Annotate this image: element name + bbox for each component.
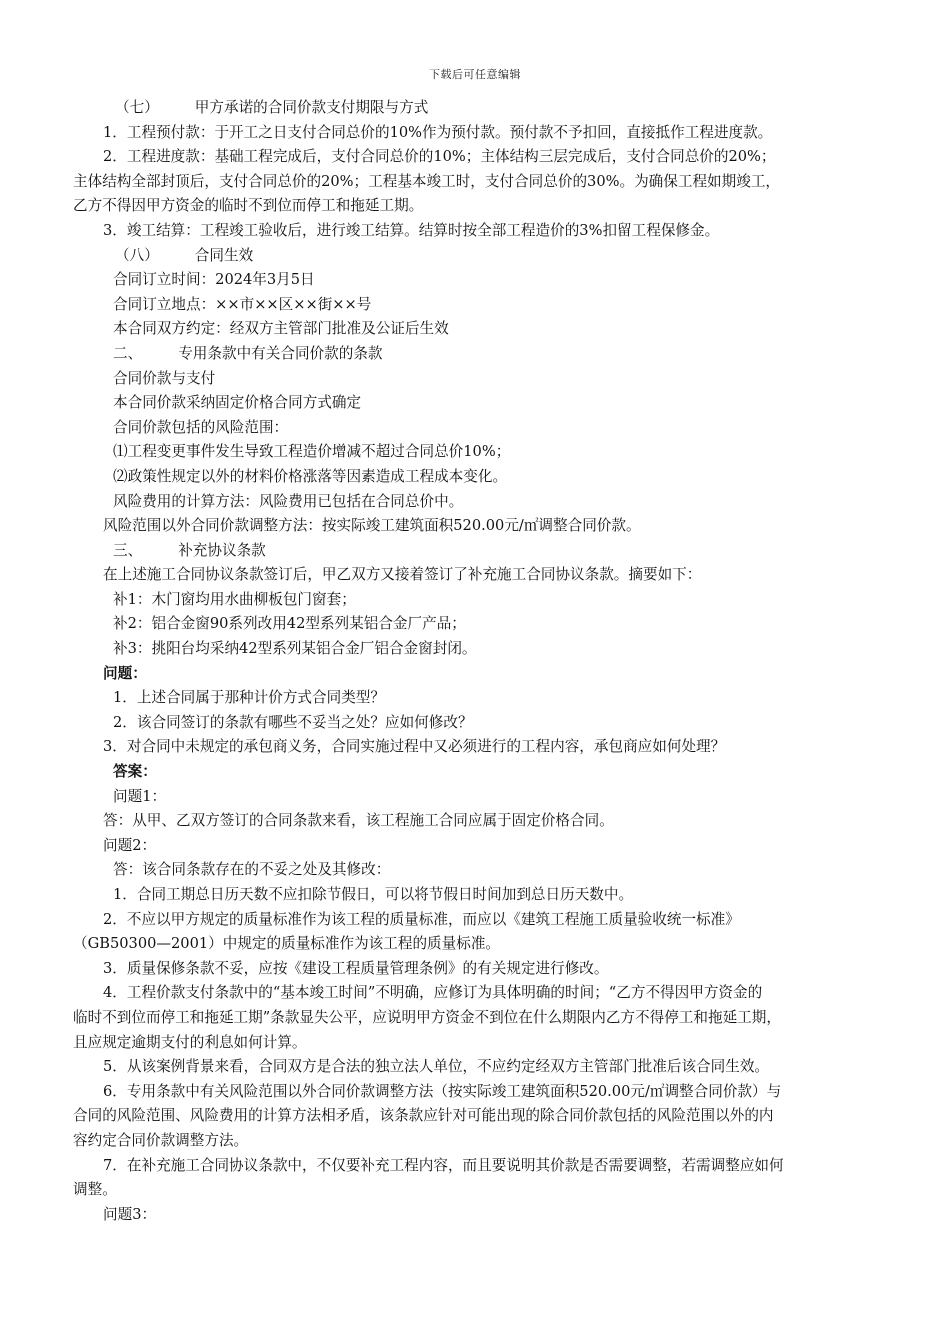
page-header: 下载后可任意编辑 bbox=[429, 68, 521, 81]
line-text: 4．工程价款支付条款中的“基本竣工时间”不明确，应修订为具体明确的时间；“乙方不得因甲方资金的 bbox=[103, 984, 763, 1002]
line-text: 2．不应以甲方规定的质量标准作为该工程的质量标准，而应以《建筑工程施工质量验收统一标准》 bbox=[103, 910, 740, 928]
text-line bbox=[73, 760, 888, 785]
section-heading: 合同生效 bbox=[194, 246, 254, 264]
line-text: 补2：铝合金窗90系列改用42型系列某铝合金厂产品； bbox=[113, 615, 466, 633]
line-text: 问题： bbox=[103, 664, 147, 682]
text-line bbox=[73, 588, 888, 613]
text-line bbox=[73, 686, 888, 711]
text-line bbox=[73, 1203, 888, 1228]
line-text: （七） bbox=[115, 99, 159, 116]
section-heading: 补充协议条款 bbox=[178, 541, 266, 559]
line-text: 且应规定逾期支付的利息如何计算。 bbox=[73, 1033, 307, 1051]
line-text: 本合同价款采纳固定价格合同方式确定 bbox=[113, 394, 362, 412]
line-text: 答：该合同条款存在的不妥之处及其修改： bbox=[113, 861, 391, 879]
text-line bbox=[73, 342, 888, 367]
line-text: 答案： bbox=[113, 763, 157, 781]
line-text: 2．该合同签订的条款有哪些不妥当之处？应如何修改？ bbox=[113, 713, 473, 731]
line-text: 6．专用条款中有关风险范围以外合同价款调整方法（按实际竣工建筑面积520.00元/㎡调整合同价款）与 bbox=[103, 1082, 782, 1100]
text-line bbox=[73, 957, 888, 982]
line-text: 补1：木门窗均用水曲柳板包门窗套； bbox=[113, 590, 356, 608]
text-line bbox=[73, 219, 888, 244]
line-text: 2．工程进度款：基础工程完成后，支付合同总价的10%；主体结构三层完成后，支付合同总价的20%； bbox=[103, 148, 776, 166]
line-text: 3．质量保修条款不妥，应按《建设工程质量管理条例》的有关规定进行修改。 bbox=[103, 959, 609, 977]
text-line bbox=[73, 317, 888, 342]
line-text: 二、 bbox=[113, 344, 143, 362]
line-text: 问题3： bbox=[103, 1205, 157, 1223]
line-text: 3．对合同中未规定的承包商义务，合同实施过程中又必须进行的工程内容，承包商应如何处理？ bbox=[103, 738, 726, 756]
section-heading: 专用条款中有关合同价款的条款 bbox=[178, 344, 383, 362]
text-line bbox=[73, 514, 888, 539]
line-text: 答：从甲、乙双方签订的合同条款来看，该工程施工合同应属于固定价格合同。 bbox=[103, 812, 614, 830]
line-text: 问题2： bbox=[103, 836, 157, 854]
line-text: 合同价款与支付 bbox=[113, 369, 216, 387]
text-line bbox=[73, 637, 888, 662]
text-line bbox=[73, 785, 888, 810]
text-line bbox=[73, 96, 888, 121]
line-text: 1．合同工期总日历天数不应扣除节假日，可以将节假日时间加到总日历天数中。 bbox=[113, 886, 634, 903]
text-line bbox=[73, 858, 888, 883]
text-line bbox=[73, 440, 888, 465]
text-line bbox=[73, 735, 888, 760]
text-line bbox=[73, 465, 888, 490]
text-line bbox=[73, 1031, 888, 1056]
text-line bbox=[73, 268, 888, 293]
text-line bbox=[73, 1055, 888, 1080]
text-line bbox=[73, 1006, 888, 1031]
document-body bbox=[73, 96, 888, 1227]
text-line bbox=[73, 367, 888, 392]
line-text: 合同订立时间：2024年3月5日 bbox=[113, 271, 315, 289]
line-text: 5．从该案例背景来看，合同双方是合法的独立法人单位，不应约定经双方主管部门批准后该合同生效。 bbox=[103, 1058, 770, 1076]
line-text: （GB50300—2001）中规定的质量标准作为该工程的质量标准。 bbox=[73, 935, 501, 953]
line-text: 调整。 bbox=[73, 1181, 117, 1199]
line-text: 合同的风险范围、风险费用的计算方法相矛盾，该条款应针对可能出现的除合同价款包括的风险范围以外的内 bbox=[73, 1107, 774, 1125]
line-text: 问题1： bbox=[113, 787, 167, 805]
text-line bbox=[73, 293, 888, 318]
text-line bbox=[73, 490, 888, 515]
line-text: 容约定合同价款调整方法。 bbox=[73, 1131, 249, 1149]
line-text: 7．在补充施工合同协议条款中，不仅要补充工程内容，而且要说明其价款是否需要调整，若需调整应如何 bbox=[103, 1156, 784, 1174]
line-text: 风险范围以外合同价款调整方法：按实际竣工建筑面积520.00元/㎡调整合同价款。 bbox=[103, 517, 641, 535]
text-line bbox=[73, 809, 888, 834]
text-line bbox=[73, 1178, 888, 1203]
text-line bbox=[73, 834, 888, 859]
line-text: 3．竣工结算：工程竣工验收后，进行竣工结算。结算时按全部工程造价的3%扣留工程保修金。 bbox=[103, 221, 720, 239]
text-line bbox=[73, 908, 888, 933]
text-line bbox=[73, 612, 888, 637]
line-text: 合同价款包括的风险范围： bbox=[113, 418, 289, 436]
text-line bbox=[73, 244, 888, 269]
line-text: 三、 bbox=[113, 541, 143, 559]
line-text: 乙方不得因甲方资金的临时不到位而停工和拖延工期。 bbox=[73, 197, 424, 215]
text-line bbox=[73, 563, 888, 588]
line-text: ⑵政策性规定以外的材料价格涨落等因素造成工程成本变化。 bbox=[113, 467, 508, 485]
line-text: 1．工程预付款：于开工之日支付合同总价的10%作为预付款。预付款不予扣回，直接抵作工程进度款。 bbox=[103, 123, 773, 141]
text-line bbox=[73, 391, 888, 416]
text-line bbox=[73, 121, 888, 146]
line-text: 主体结构全部封顶后，支付合同总价的20%；工程基本竣工时，支付合同总价的30%。为确保工程如期竣工， bbox=[73, 172, 781, 190]
text-line bbox=[73, 170, 888, 195]
line-text: （八） bbox=[115, 246, 159, 264]
text-line bbox=[73, 981, 888, 1006]
text-line bbox=[73, 1080, 888, 1105]
line-text: 临时不到位而停工和拖延工期”条款显失公平，应说明甲方资金不到位在什么期限内乙方不得停工和拖延工期， bbox=[73, 1008, 781, 1026]
line-text: 本合同双方约定：经双方主管部门批准及公证后生效 bbox=[113, 320, 449, 338]
text-line bbox=[73, 1154, 888, 1179]
text-line bbox=[73, 662, 888, 687]
text-line bbox=[73, 932, 888, 957]
text-line bbox=[73, 416, 888, 441]
text-line bbox=[73, 1129, 888, 1154]
line-text: 风险费用的计算方法：风险费用已包括在合同总价中。 bbox=[113, 492, 464, 510]
line-text: ⑴工程变更事件发生导致工程造价增减不超过合同总价10%； bbox=[113, 443, 511, 461]
text-line bbox=[73, 883, 888, 908]
text-line bbox=[73, 145, 888, 170]
text-line bbox=[73, 711, 888, 736]
text-line bbox=[73, 1104, 888, 1129]
line-text: 合同订立地点：××市××区××街××号 bbox=[113, 295, 372, 313]
text-line bbox=[73, 194, 888, 219]
section-heading: 甲方承诺的合同价款支付期限与方式 bbox=[194, 99, 429, 116]
line-text: 补3：挑阳台均采纳42型系列某铝合金厂铝合金窗封闭。 bbox=[113, 640, 477, 658]
line-text: 在上述施工合同协议条款签订后，甲乙双方又接着签订了补充施工合同协议条款。摘要如下： bbox=[103, 566, 702, 584]
line-text: 1．上述合同属于那种计价方式合同类型？ bbox=[113, 689, 385, 707]
text-line bbox=[73, 539, 888, 564]
